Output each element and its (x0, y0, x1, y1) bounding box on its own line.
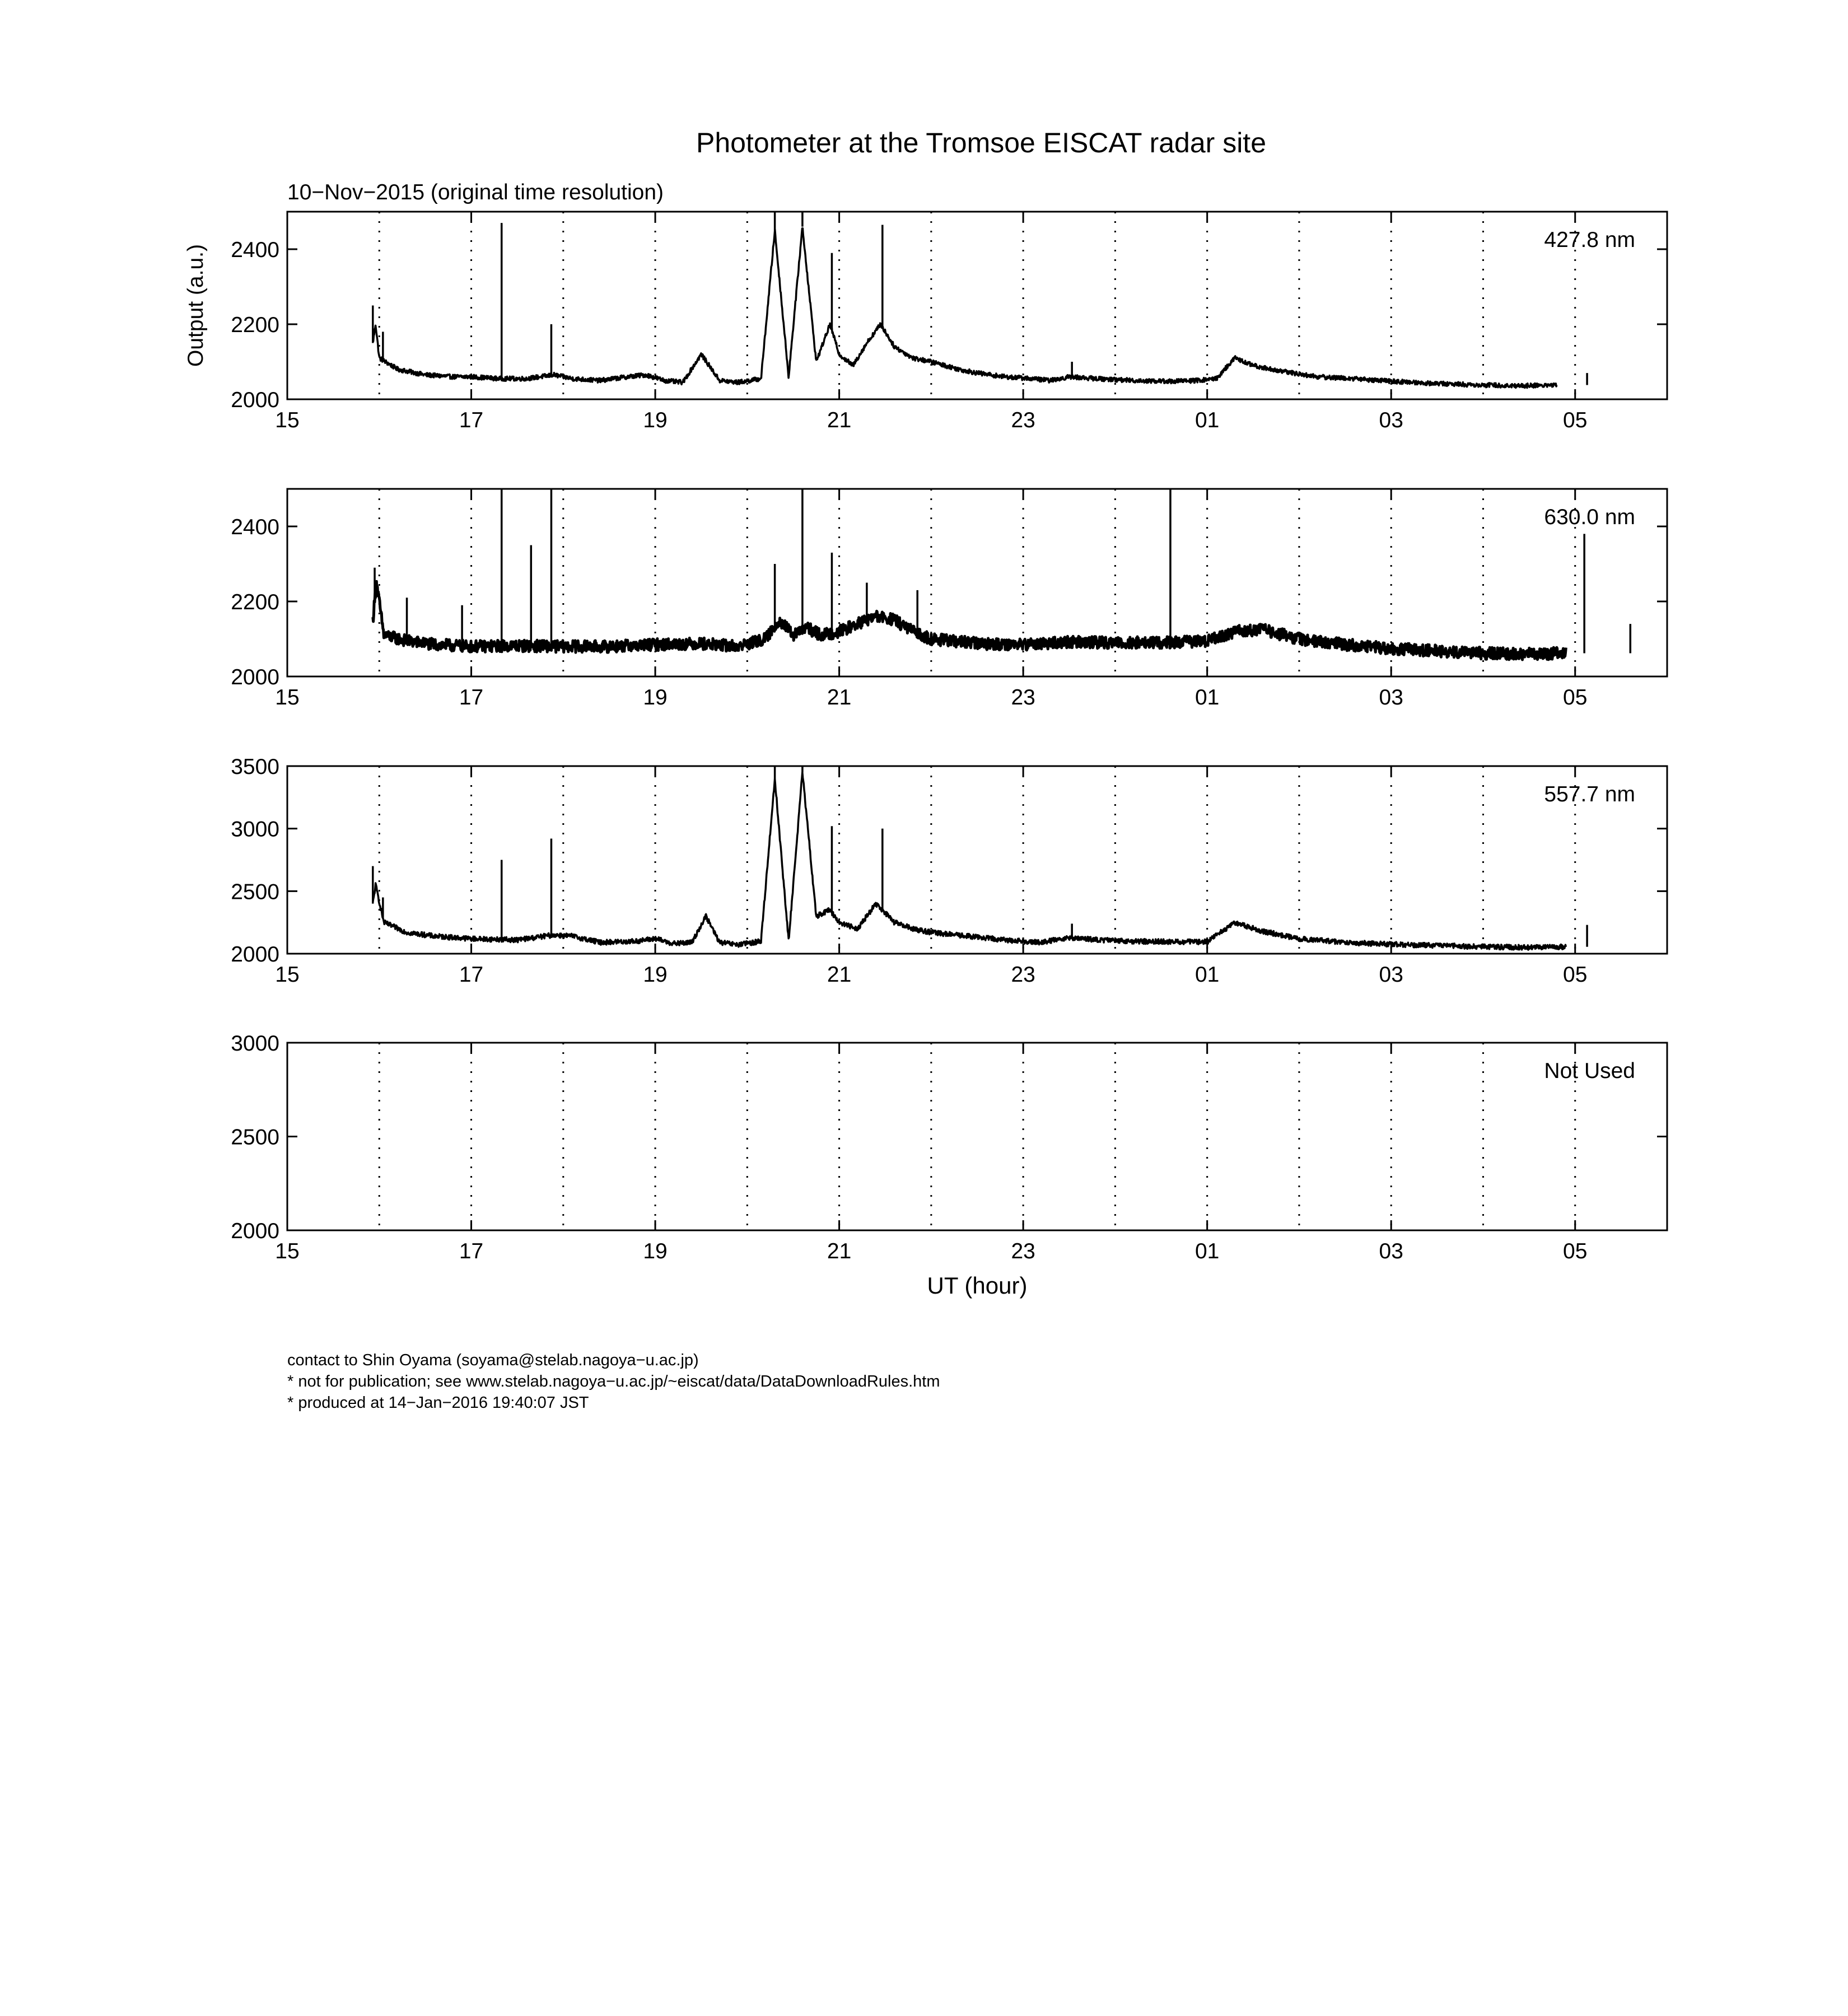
x-tick-label: 15 (275, 408, 300, 432)
x-tick-label: 15 (275, 685, 300, 710)
y-tick-label: 2500 (231, 880, 279, 904)
x-tick-label: 19 (643, 408, 668, 432)
x-tick-label: 01 (1194, 685, 1220, 710)
x-tick-label: 19 (643, 1239, 668, 1263)
axes-box (287, 766, 1667, 954)
x-tick-label: 01 (1194, 1239, 1220, 1263)
y-tick-label: 3000 (231, 817, 279, 842)
x-tick-label: 21 (827, 408, 852, 432)
y-tick-label: 2200 (231, 313, 279, 337)
footer-contact: contact to Shin Oyama (soyama@stelab.nagoya−u.ac.jp) (287, 1351, 699, 1369)
figure-title: Photometer at the Tromsoe EISCAT radar site (696, 127, 1267, 158)
x-tick-label: 23 (1011, 408, 1035, 432)
x-axis-label: UT (hour) (927, 1272, 1028, 1299)
panel-1 (231, 489, 1667, 710)
x-tick-label: 05 (1563, 685, 1588, 710)
x-tick-label: 21 (827, 963, 852, 987)
x-tick-label: 17 (459, 1239, 484, 1263)
series-label: Not Used (1544, 1059, 1635, 1083)
y-tick-label: 2400 (231, 238, 279, 262)
y-tick-label: 2000 (231, 665, 279, 689)
x-tick-label: 05 (1563, 408, 1588, 432)
x-tick-label: 03 (1379, 963, 1403, 987)
y-tick-label: 2400 (231, 515, 279, 539)
series-label: 630.0 nm (1544, 505, 1635, 529)
x-tick-label: 01 (1194, 963, 1220, 987)
y-tick-label: 2000 (231, 942, 279, 967)
x-tick-label: 19 (643, 963, 668, 987)
x-tick-label: 05 (1563, 963, 1588, 987)
x-tick-label: 03 (1379, 1239, 1403, 1263)
footer-produced: * produced at 14−Jan−2016 19:40:07 JST (287, 1394, 589, 1412)
x-tick-label: 17 (459, 408, 484, 432)
x-tick-label: 03 (1379, 408, 1403, 432)
y-tick-label: 2000 (231, 1219, 279, 1243)
x-tick-label: 17 (459, 963, 484, 987)
x-tick-label: 23 (1011, 963, 1035, 987)
y-tick-label: 3000 (231, 1032, 279, 1056)
x-tick-label: 23 (1011, 685, 1035, 710)
x-tick-label: 01 (1194, 408, 1220, 432)
x-tick-label: 15 (275, 963, 300, 987)
y-tick-label: 2500 (231, 1125, 279, 1150)
x-tick-label: 03 (1379, 685, 1403, 710)
y-axis-label: Output (a.u.) (184, 244, 208, 367)
x-tick-label: 17 (459, 685, 484, 710)
y-tick-label: 3500 (231, 755, 279, 779)
footer-not-for-publication: * not for publication; see www.stelab.nagoya−u.ac.jp/~eiscat/data/DataDownloadRules.htm (287, 1373, 940, 1390)
x-tick-label: 23 (1011, 1239, 1035, 1263)
panels (184, 212, 1667, 1299)
series-label: 427.8 nm (1544, 228, 1635, 252)
panel-2 (231, 755, 1667, 987)
x-tick-label: 21 (827, 1239, 852, 1263)
panel-3 (231, 1032, 1667, 1299)
date-label: 10−Nov−2015 (original time resolution) (287, 180, 664, 204)
x-tick-label: 21 (827, 685, 852, 710)
x-tick-label: 05 (1563, 1239, 1588, 1263)
x-tick-label: 15 (275, 1239, 300, 1263)
axes-box (287, 1043, 1667, 1230)
series-label: 557.7 nm (1544, 782, 1635, 806)
x-tick-label: 19 (643, 685, 668, 710)
y-tick-label: 2000 (231, 388, 279, 412)
y-tick-label: 2200 (231, 590, 279, 614)
footer (287, 1350, 940, 1413)
panel-0 (184, 212, 1667, 432)
